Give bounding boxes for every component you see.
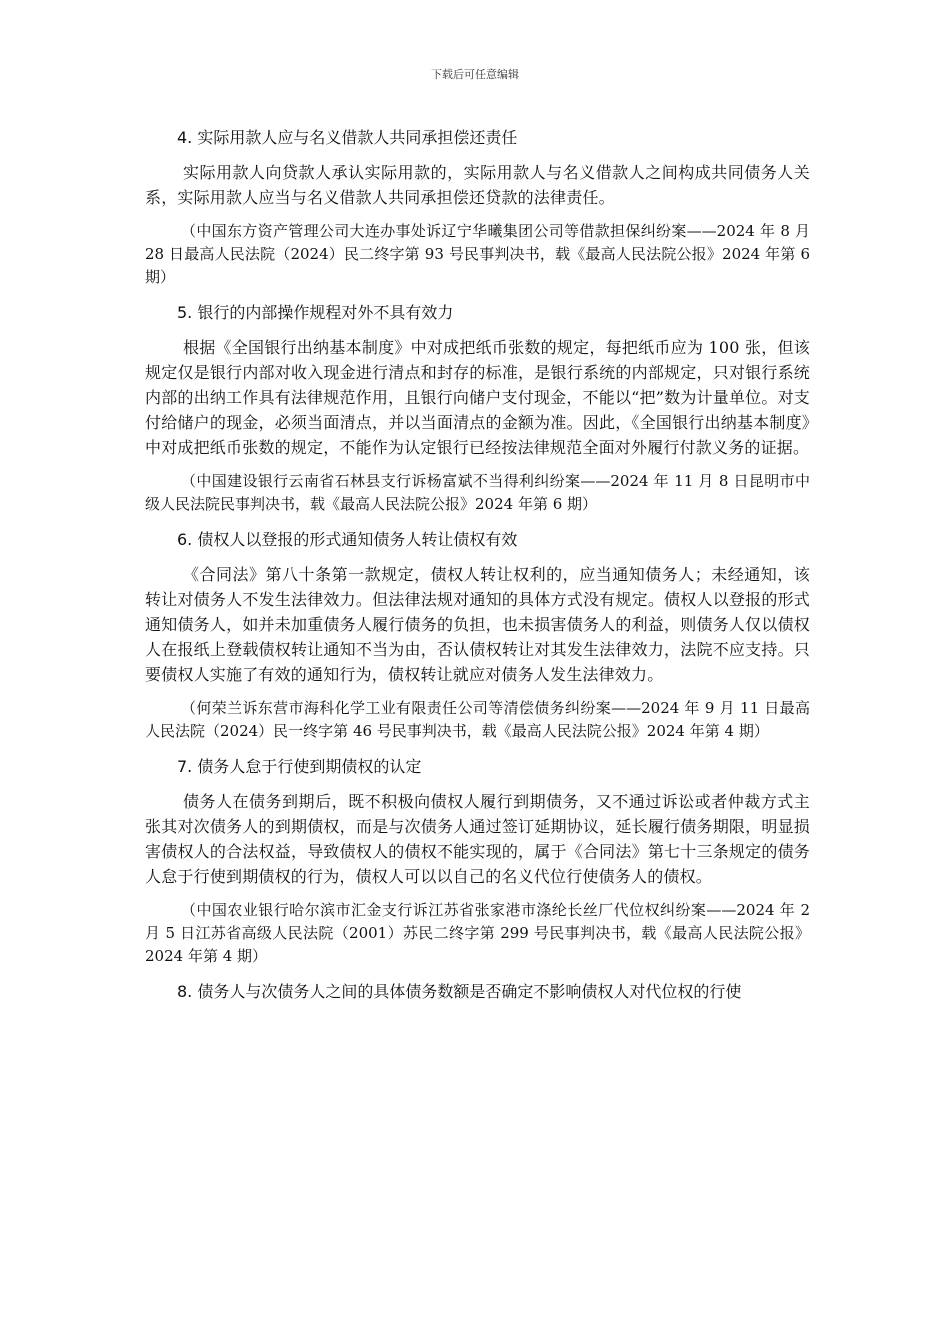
section-citation-4: （中国东方资产管理公司大连办事处诉辽宁华曦集团公司等借款担保纠纷案——2024 年 8 月 28 日最高人民法院（2024）民二终字第 93 号民事判决书，载《最高人民法院公报》2024 年第 6 期）: [145, 222, 810, 286]
section-body-7: 债务人在债务到期后，既不积极向债权人履行到期债务，又不通过诉讼或者仲裁方式主张其对次债务人的到期债权，而是与次债务人通过签订延期协议，延长履行债务期限，明显损害债权人的合法权益，导致债权人的债权不能实现的，属于《合同法》第七十三条规定的债务人怠于行使到期债权的行为，债权人可以以自己的名义代位行使债务人的债权。: [145, 792, 810, 886]
section-body-6: 《合同法》第八十条第一款规定，债权人转让权利的，应当通知债务人；未经通知，该转让对债务人不发生法律效力。但法律法规对通知的具体方式没有规定。债权人以登报的形式通知债务人，如并未加重债务人履行债务的负担，也未损害债务人的利益，则债务人仅以债权人在报纸上登载债权转让通知不当为由，否认债权转让对其发生法律效力，法院不应支持。只要债权人实施了有效的通知行为，债权转让就应对债务人发生法律效力。: [145, 565, 810, 684]
section-heading-5: 5. 银行的内部操作规程对外不具有效力: [177, 303, 454, 322]
document-body: [145, 124, 810, 1014]
section-citation-5: （中国建设银行云南省石林县支行诉杨富斌不当得利纠纷案——2024 年 11 月 8 日昆明市中级人民法院民事判决书，载《最高人民法院公报》2024 年第 6 期）: [145, 472, 810, 513]
section-heading-8: 8. 债务人与次债务人之间的具体债务数额是否确定不影响债权人对代位权的行使: [177, 982, 742, 1001]
section-citation-6: （何荣兰诉东营市海科化学工业有限责任公司等清偿债务纠纷案——2024 年 9 月 11 日最高人民法院（2024）民一终字第 46 号民事判决书，载《最高人民法院公报》2024 年第 4 期）: [145, 699, 810, 740]
section-citation-7: （中国农业银行哈尔滨市汇金支行诉江苏省张家港市涤纶长丝厂代位权纠纷案——2024 年 2 月 5 日江苏省高级人民法院（2001）苏民二终字第 299 号民事判决书，载《最高人民法院公报》2024 年第 4 期）: [145, 901, 810, 965]
section-body-4: 实际用款人向贷款人承认实际用款的，实际用款人与名义借款人之间构成共同债务人关系，实际用款人应当与名义借款人共同承担偿还贷款的法律责任。: [145, 163, 810, 207]
section-heading-6: 6. 债权人以登报的形式通知债务人转让债权有效: [177, 530, 518, 549]
section-heading-7: 7. 债务人怠于行使到期债权的认定: [177, 757, 422, 776]
page-header: 下载后可任意编辑: [431, 68, 519, 81]
section-heading-4: 4. 实际用款人应与名义借款人共同承担偿还责任: [177, 128, 518, 147]
section-body-5: 根据《全国银行出纳基本制度》中对成把纸币张数的规定，每把纸币应为 100 张，但该规定仅是银行内部对收入现金进行清点和封存的标准，是银行系统的内部规定，只对银行系统内部的出纳工作具有法律规范作用，且银行向储户支付现金，不能以“把”数为计量单位。对支付给储户的现金，必须当面清点，并以当面清点的金额为准。因此，《全国银行出纳基本制度》中对成把纸币张数的规定，不能作为认定银行已经按法律规范全面对外履行付款义务的证据。: [145, 338, 810, 457]
